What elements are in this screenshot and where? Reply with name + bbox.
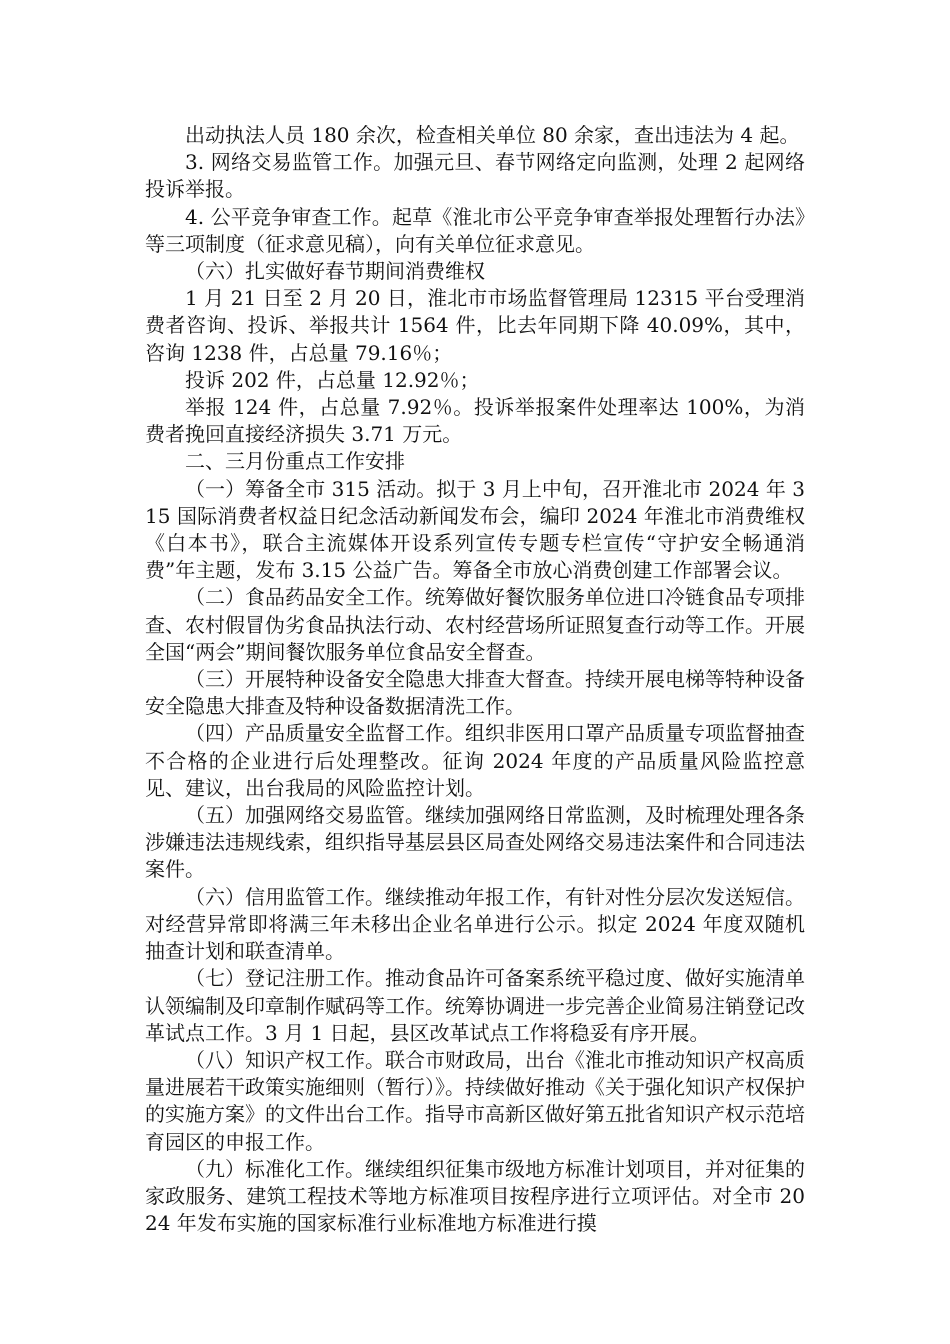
paragraph-13: （五）加强网络交易监管。继续加强网络日常监测，及时梳理处理各条涉嫌违法违规线索，组织指导基层县区局查处网络交易违法案件和合同违法案件。: [145, 803, 805, 882]
paragraph-9: （一）筹备全市 315 活动。拟于 3 月上中旬，召开淮北市 2024 年 315 国际消费者权益日纪念活动新闻发布会，编印 2024 年淮北市消费维权《白本书》，联合主流媒体开设系列宣传专题专栏宣传“守护安全畅通消费”年主题，发布 3.15 公益广告。筹备全市放心消费创建工作部署会议。: [145, 476, 805, 583]
paragraph-10: （二）食品药品安全工作。统筹做好餐饮服务单位进口冷链食品专项排查、农村假冒伪劣食品执法行动、农村经营场所证照复查行动等工作。开展全国“两会”期间餐饮服务单位食品安全督查。: [145, 585, 805, 664]
paragraph-17: （九）标准化工作。继续组织征集市级地方标准计划项目，并对征集的家政服务、建筑工程技术等地方标准项目按程序进行立项评估。对全市 2024 年发布实施的国家标准行业标准地方标准进行摸: [145, 1156, 805, 1236]
paragraph-1: 出动执法人员 180 余次，检查相关单位 80 余家，查出违法为 4 起。: [185, 123, 800, 147]
document-body: [145, 122, 805, 1237]
paragraph-11: （三）开展特种设备安全隐患大排查大督查。持续开展电梯等特种设备安全隐患大排查及特种设备数据清洗工作。: [145, 667, 805, 719]
paragraph-16: （八）知识产权工作。联合市财政局，出台《淮北市推动知识产权高质量进展若干政策实施细则（暂行）》。持续做好推动《关于强化知识产权保护的实施方案》的文件出台工作。指导市高新区做好第五批省知识产权示范培育园区的申报工作。: [145, 1047, 805, 1154]
paragraph-14: （六）信用监管工作。继续推动年报工作，有针对性分层次发送短信。对经营异常即将满三年未移出企业名单进行公示。拟定 2024 年度双随机抽查计划和联查清单。: [145, 884, 805, 964]
paragraph-15: （七）登记注册工作。推动食品许可备案系统平稳过度、做好实施清单认领编制及印章制作赋码等工作。统筹协调进一步完善企业简易注销登记改革试点工作。3 月 1 日起，县区改革试点工作将稳妥有序开展。: [145, 966, 805, 1045]
section-heading-2: 二、三月份重点工作安排: [185, 449, 405, 474]
section-heading-6: （六）扎实做好春节期间消费维权: [185, 259, 485, 284]
paragraph-3: 4. 公平竞争审查工作。起草《淮北市公平竞争审查举报处理暂行办法》等三项制度（征求意见稿），向有关单位征求意见。: [145, 204, 805, 256]
paragraph-6: 投诉 202 件，占总量 12.92％；: [185, 367, 480, 392]
paragraph-7: 举报 124 件，占总量 7.92％。投诉举报案件处理率达 100%，为消费者挽回直接经济损失 3.71 万元。: [145, 395, 805, 447]
paragraph-12: （四）产品质量安全监督工作。组织非医用口罩产品质量专项监督抽查不合格的企业进行后处理整改。征询 2024 年度的产品质量风险监控意见、建议，出台我局的风险监控计划。: [145, 721, 805, 800]
paragraph-5: 1 月 21 日至 2 月 20 日，淮北市市场监督管理局 12315 平台受理消费者咨询、投诉、举报共计 1564 件，比去年同期下降 40.09%，其中，咨询 1238 件，占总量 79.16％；: [145, 286, 805, 365]
paragraph-2: 3. 网络交易监管工作。加强元旦、春节网络定向监测，处理 2 起网络投诉举报。: [145, 150, 805, 202]
